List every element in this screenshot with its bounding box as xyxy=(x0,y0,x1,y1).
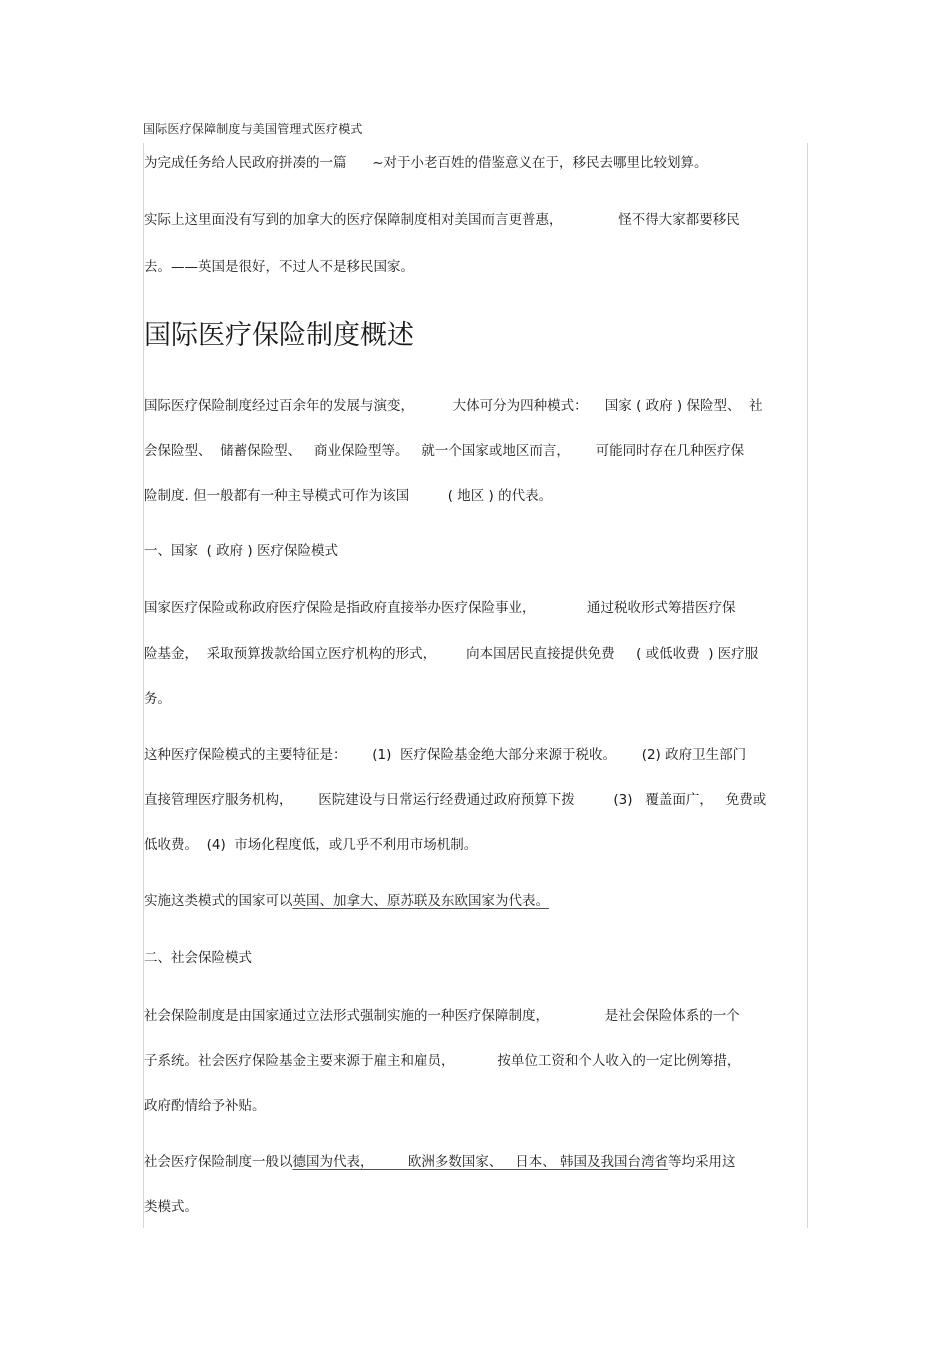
national-heading: 一、国家 ( 政府 ) 医疗保险模式 xyxy=(144,543,338,559)
social-p2-line-2: 类模式。 xyxy=(144,1199,198,1215)
page-header: 国际医疗保障制度与美国管理式医疗模式 xyxy=(143,122,363,136)
national-p3-line xyxy=(144,892,549,910)
social-p2-text-a: 社会医疗保险制度一般以 xyxy=(144,1154,293,1170)
national-p3-text: 实施这类模式的国家可以 xyxy=(144,893,293,909)
national-p1-line-2: 险基金， 采取预算拨款给国立医疗机构的形式， 向本国居民直接提供免费 ( 或低收费 ) 医疗服 xyxy=(144,646,759,662)
social-p2-text-b: 等均采用这 xyxy=(668,1154,736,1170)
intro-line-1: 为完成任务给人民政府拼凑的一篇 ~对于小老百姓的借鉴意义在于，移民去哪里比较划算。 xyxy=(144,155,708,171)
national-p1-line-3: 务。 xyxy=(144,691,171,707)
national-p2-line-2: 直接管理医疗服务机构， 医院建设与日常运行经费通过政府预算下拨 (3) 覆盖面广， 免费或 xyxy=(144,792,767,808)
frame-right-border xyxy=(807,143,808,1228)
social-p2-line-1 xyxy=(144,1153,736,1171)
intro-line-3: 去。——英国是很好，不过人不是移民国家。 xyxy=(144,259,414,275)
overview-line-3: 险制度. 但一般都有一种主导模式可作为该国 ( 地区 ) 的代表。 xyxy=(144,488,553,504)
social-p1-line-2: 子系统。社会医疗保险基金主要来源于雇主和雇员， 按单位工资和个人收入的一定比例筹措， xyxy=(144,1053,741,1069)
national-p3-underlined-text: 英国、加拿大、原苏联及东欧国家为代表。 xyxy=(292,893,549,909)
social-p1-line-3: 政府酌情给予补贴。 xyxy=(144,1098,266,1114)
social-p2-underlined-text: 德国为代表， 欧洲多数国家、 日本、 韩国及我国台湾省 xyxy=(292,1154,668,1170)
national-p1-line-1: 国家医疗保险或称政府医疗保险是指政府直接举办医疗保险事业， 通过税收形式筹措医疗保 xyxy=(144,600,736,616)
section-title: 国际医疗保险制度概述 xyxy=(144,320,414,351)
intro-line-2: 实际上这里面没有写到的加拿大的医疗保障制度相对美国而言更普惠， 怪不得大家都要移民 xyxy=(144,212,740,228)
national-p2-line-3: 低收费。 (4) 市场化程度低，或几乎不利用市场机制。 xyxy=(144,837,478,853)
social-p1-line-1: 社会保险制度是由国家通过立法形式强制实施的一种医疗保障制度， 是社会保险体系的一个 xyxy=(144,1008,740,1024)
overview-line-2: 会保险型、 储蓄保险型、 商业保险型等。 就一个国家或地区而言， 可能同时存在几种医疗保 xyxy=(144,443,745,459)
national-p2-line-1: 这种医疗保险模式的主要特征是： (1) 医疗保险基金绝大部分来源于税收。 (2) 政府卫生部门 xyxy=(144,747,747,763)
overview-line-1: 国际医疗保险制度经过百余年的发展与演变， 大体可分为四种模式： 国家 ( 政府 ) 保险型、 社 xyxy=(144,398,763,414)
social-heading: 二、社会保险模式 xyxy=(144,950,252,966)
